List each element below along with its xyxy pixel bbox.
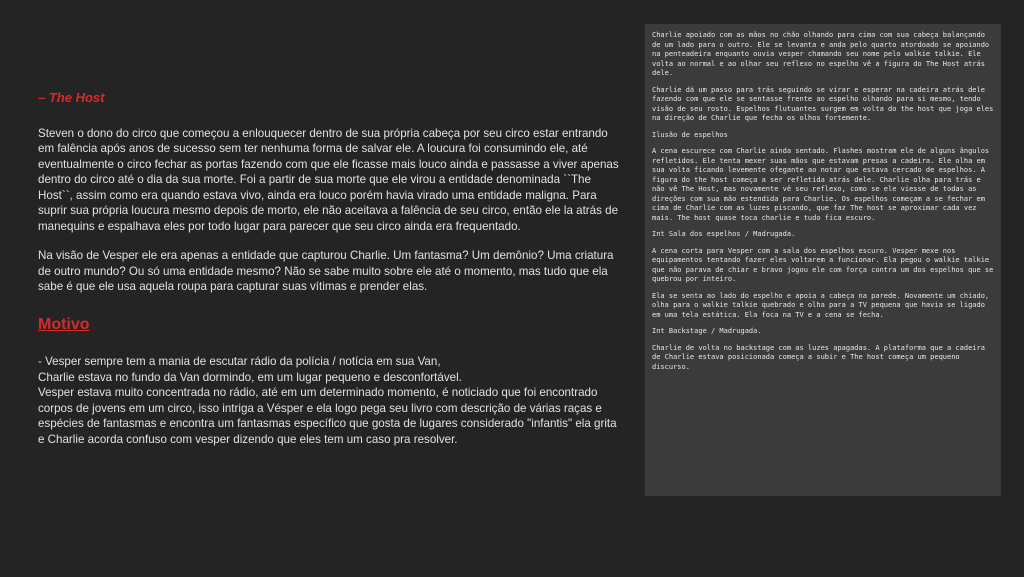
host-description-paragraph: Steven o dono do circo que começou a enlouquecer dentro de sua própria cabeça por seu circo estar entrando em falência após anos de sucesso sem ter nenhuma forma de salvar ele. A loucura foi consumindo ele, até eventualmente o circo fechar as portas fazendo com que ele ficasse mais louco ainda e passasse a viver apenas dentro do circo até o dia da sua morte. Foi a partir de sua morte que ele virou a entidade denominada ``The Host``, assim como era quando estava vivo, ainda era louco porém havia virado uma entidade maligna. Para suprir sua própria loucura mesmo depois de morto, ele não aceitava a falência de seu circo, então ele la atrás de manequins e espalhava eles por todo lugar para parecer que seu circo ainda era frequentado. [38, 126, 619, 233]
script-paragraph: Charlie de volta no backstage com as luzes apagadas. A plataforma que a cadeira de Charlie estava posicionada começa a subir e The host começa um pequeno discurso. [652, 343, 985, 371]
script-paragraph: Ela se senta ao lado do espelho e apoia a cabeça na parede. Novamente um chiado, olha para o walkie talkie quebrado e olha para a TV pequena que havia se ligado em uma tela estática. Ela foca na TV e a cena se fecha. [652, 291, 990, 319]
script-scene-heading: Int Sala dos espelhos / Madrugada. [652, 230, 796, 238]
script-paragraph: A cena escurece com Charlie ainda sentado. Flashes mostram ele de alguns ângulos refletidos. Ele tenta mexer suas mãos que estavam presas a cadeira. Ele olha em sua volta ficando levemente ofegante ao notar que estava cercado de espelhos. A figura do the host começa a ser refletida atrás dele. Charlie olha para trás e não vê The Host, mas novamente vê seu reflexo, como se ele viesse de todas as direções com sua mão estendida para Charlie. Os espelhos começam a se fechar em cima de Charlie com as luzes piscando, que faz The host se aproximar cada vez mais. The host quase toca charlie e tudo fica escuro. [652, 147, 990, 222]
script-paragraph: Charlie dá um passo para trás seguindo se virar e esperar na cadeira atrás dele fazendo com que ele se sentasse frente ao espelho olhando para si mesmo, tendo visão de seu rosto. Espelhos flutuantes surgem em volta do the host que joga eles na direção de Charlie que fecha os olhos fortemente. [652, 85, 994, 122]
script-panel [645, 24, 1001, 496]
script-paragraph: Charlie apoiado com as mãos no chão olhando para cima com sua cabeça balançando de um lado para o outro. Ele se levanta e anda pelo quarto atordoado se apoiando na penteadeira enquanto ouvia vesper chamando seu nome pelo walkie talkie. Ele volta ao normal e ao olhar seu reflexo no espelho vê a figura do The Host atrás dele. [652, 31, 990, 77]
story-text-column [38, 90, 623, 447]
motivo-section-title: Motivo [38, 315, 90, 333]
motivo-paragraph: - Vesper sempre tem a mania de escutar rádio da polícia / notícia em sua Van, Charlie estava no fundo da Van dormindo, em um lugar pequeno e desconfortável. Vesper estava muito concentrada no rádio, até em um determinado momento, é noticiado que foi encontrado corpos de jovens em um circo, isso intriga a Vésper e ela logo pega seu livro com descrição de várias raças e espécies de fantasmas e encontra um fantasmas específico que gosta de lugares considerado "infantis" ela grita e Charlie acorda confuso com vesper dizendo que eles tem um caso pra resolver. [38, 355, 617, 446]
script-scene-heading: Int Backstage / Madrugada. [652, 327, 762, 335]
script-paragraph: A cena corta para Vesper com a sala dos espelhos escuro. Vesper mexe nos equipamentos tentando fazer eles voltarem a funcionar. Ela pegou o walkie talkie que não parava de chiar e bravo jogou ele com força contra um dos espelhos que se quebrou por inteiro. [652, 246, 994, 283]
script-scene-heading: Ilusão de espelhos [652, 130, 728, 139]
host-section-title: – The Host [38, 90, 105, 105]
host-vesper-view-paragraph: Na visão de Vesper ele era apenas a entidade que capturou Charlie. Um fantasma? Um demônio? Uma criatura de outro mundo? Ou só uma entidade mesmo? Não se sabe muito sobre ele até o momento, mas tudo que ela sabe é que ele usa aquela roupa para capturar suas vítimas e prender elas. [38, 249, 614, 293]
